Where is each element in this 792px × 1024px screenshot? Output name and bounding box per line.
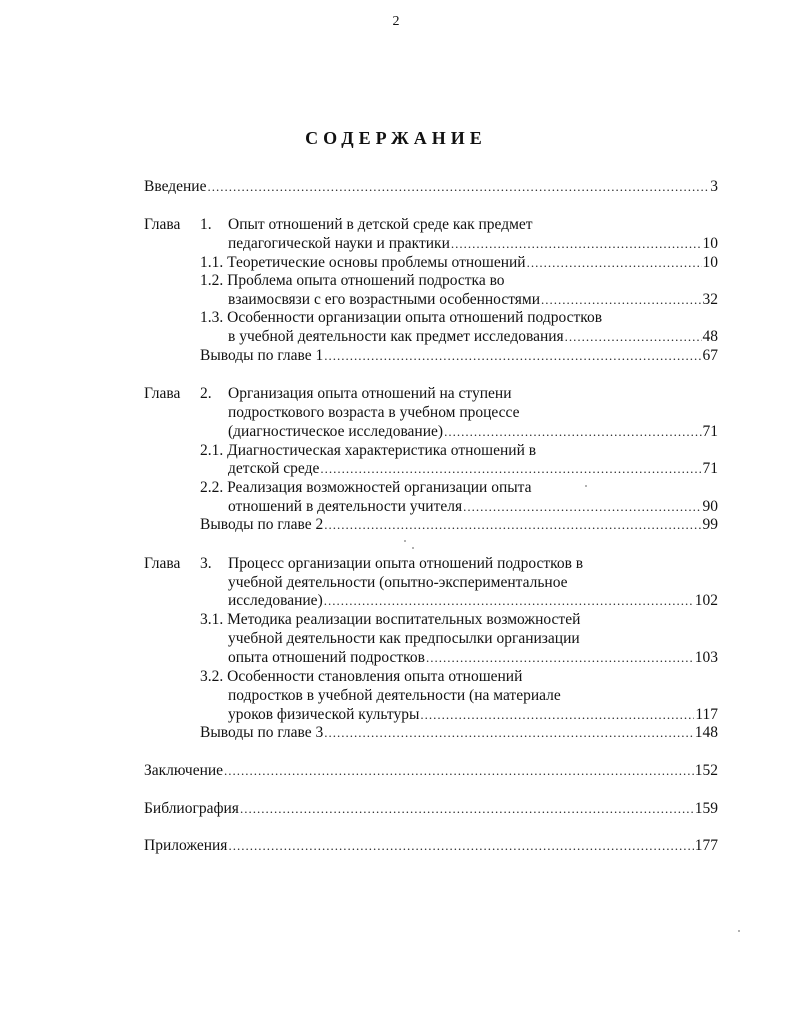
chapter-word: Глава (144, 385, 181, 402)
dot-leader (541, 290, 702, 309)
toc-entry-section-1-3[interactable] (228, 327, 718, 346)
dot-leader (228, 836, 693, 855)
section-title-line: 2.1. Диагностическая характеристика отношений в (200, 442, 537, 459)
section-title-line: 3.2. Особенности становления опыта отношений (200, 668, 523, 685)
toc-page-number: 71 (702, 460, 718, 477)
section-title-line: отношений в деятельности учителя (228, 498, 463, 515)
toc-entry-conclusions-3[interactable] (200, 723, 718, 742)
toc-page-number: 67 (702, 347, 718, 364)
toc-page-number: 148 (694, 724, 718, 741)
dot-leader (324, 346, 701, 365)
section-title-line: 1.3. Особенности организации опыта отношений подростков (200, 309, 603, 326)
section-title-line: взаимосвязи с его возрастными особенностями (228, 291, 540, 308)
chapter-label-3 (144, 554, 180, 573)
toc-page-number: 99 (702, 516, 718, 533)
chapter-title-line: Опыт отношений в детской среде как предмет (228, 216, 533, 233)
toc-entry-section-1-1[interactable] (200, 253, 718, 272)
toc-entry-section-2-2[interactable] (228, 497, 718, 516)
scan-speck (404, 540, 406, 542)
section-title-line: 1.2. Проблема опыта отношений подростка во (200, 272, 505, 289)
dot-leader (224, 761, 694, 780)
toc-page-number: 102 (694, 592, 718, 609)
section-title-line: подростков в учебной деятельности (на материале (228, 687, 561, 704)
chapter-title-line: Процесс организации опыта отношений подростков в (228, 555, 584, 572)
chapter-number-1: 1. (200, 216, 212, 233)
toc-page-number: 32 (702, 291, 718, 308)
section-title-line: Выводы по главе 3 (200, 724, 324, 741)
section-title-line: детской среде (228, 460, 320, 477)
toc-page-number: 177 (694, 837, 718, 854)
toc-entry-chapter-2[interactable] (228, 422, 718, 441)
dot-leader (463, 497, 701, 516)
toc-entry-conclusions-2[interactable] (200, 515, 718, 534)
toc-entry-appendices[interactable] (144, 836, 718, 855)
chapter-title-line: Организация опыта отношений на ступени (228, 385, 512, 402)
scan-speck (412, 547, 414, 549)
dot-leader (320, 459, 701, 478)
section-title-line: в учебной деятельности как предмет исследования (228, 328, 564, 345)
toc-entry-text: Библиография (144, 800, 239, 817)
chapter-number-3: 3. (200, 555, 212, 572)
scan-speck (585, 485, 587, 487)
toc-entry-section-2-1[interactable] (228, 459, 718, 478)
chapter-title-line: (диагностическое исследование) (228, 423, 444, 440)
chapter-number-2: 2. (200, 385, 212, 402)
dot-leader (565, 327, 702, 346)
dot-leader (444, 422, 701, 441)
chapter-title-line: педагогической науки и практики (228, 235, 450, 252)
toc-page-number: 10 (702, 254, 718, 271)
section-title-line: 1.1. Теоретические основы проблемы отношений (200, 254, 526, 271)
toc-page-number: 3 (710, 178, 718, 195)
toc-entry-section-3-1[interactable] (228, 648, 718, 667)
dot-leader (527, 253, 702, 272)
section-title-line: Выводы по главе 1 (200, 347, 324, 364)
dot-leader (451, 234, 702, 253)
chapter-label-2 (144, 384, 180, 403)
section-title-line: Выводы по главе 2 (200, 516, 324, 533)
page-number: 2 (392, 14, 400, 29)
dot-leader (207, 177, 709, 196)
toc-page-number: 103 (694, 649, 718, 666)
toc-page-number: 159 (694, 800, 718, 817)
dot-leader (420, 705, 694, 724)
dot-leader (426, 648, 694, 667)
dot-leader (324, 515, 701, 534)
toc-entry-text: Заключение (144, 762, 224, 779)
chapter-title-line: подросткового возраста в учебном процессе (228, 404, 520, 421)
scan-speck (738, 930, 740, 932)
section-title-line: уроков физической культуры (228, 706, 420, 723)
toc-entry-section-1-2[interactable] (228, 290, 718, 309)
dot-leader (324, 723, 693, 742)
toc-entry-conclusions-1[interactable] (200, 346, 718, 365)
toc-page-number: 90 (702, 498, 718, 515)
toc-entry-bibliography[interactable] (144, 799, 718, 818)
toc-entry-intro[interactable] (144, 177, 718, 196)
toc-entry-section-3-2[interactable] (228, 705, 718, 724)
chapter-title-line: исследование) (228, 592, 323, 609)
toc-entry-chapter-3[interactable] (228, 591, 718, 610)
section-title-line: учебной деятельности как предпосылки организации (228, 630, 580, 647)
section-title-line: опыта отношений подростков (228, 649, 425, 666)
toc-entry-conclusion[interactable] (144, 761, 718, 780)
chapter-label-1 (144, 215, 180, 234)
section-title-line: 3.1. Методика реализации воспитательных возможностей (200, 611, 581, 628)
toc-page-number: 71 (702, 423, 718, 440)
page-title: СОДЕРЖАНИЕ (305, 128, 487, 148)
chapter-word: Глава (144, 216, 181, 233)
chapter-title-line: учебной деятельности (опытно-экспериментальное (228, 574, 568, 591)
toc-page-number: 10 (702, 235, 718, 252)
toc-entry-text: Введение (144, 178, 207, 195)
toc-page-number: 48 (702, 328, 718, 345)
section-title-line: 2.2. Реализация возможностей организации опыта (200, 479, 532, 496)
toc-entry-text: Приложения (144, 837, 228, 854)
dot-leader (240, 799, 694, 818)
chapter-word: Глава (144, 555, 181, 572)
toc-page-number: 152 (694, 762, 718, 779)
toc-entry-chapter-1[interactable] (228, 234, 718, 253)
toc-page-number: 117 (695, 706, 718, 723)
dot-leader (324, 591, 694, 610)
